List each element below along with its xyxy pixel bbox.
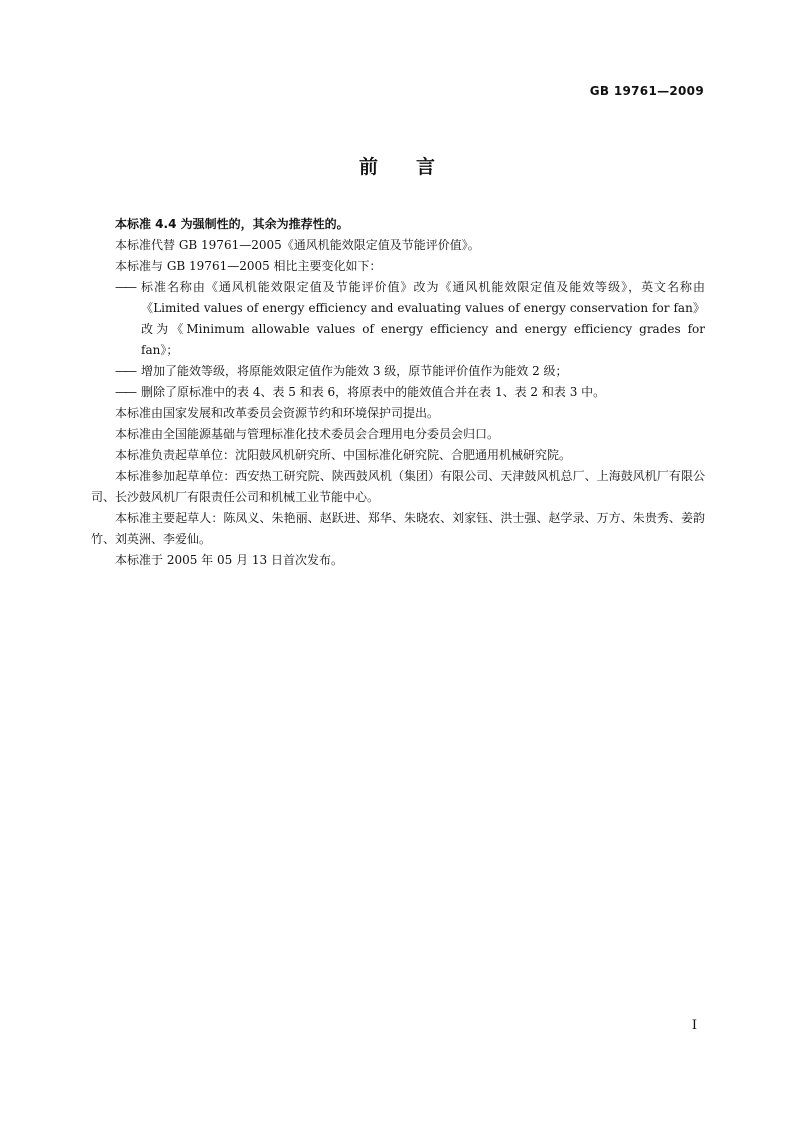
page-title: 前言 <box>358 156 473 178</box>
paragraph-drafting-unit: 本标准负责起草单位：沈阳鼓风机研究所、中国标准化研究院、合肥通用机械研究院。 <box>115 448 572 462</box>
change-item-text: 增加了能效等级，将原能效限定值作为能效 3 级，原节能评价值作为能效 2 级； <box>141 364 568 378</box>
paragraph-participating-units: 本标准参加起草单位：西安热工研究院、陕西鼓风机（集团）有限公司、天津鼓风机总厂、上海鼓风机厂有限公司、长沙鼓风机厂有限责任公司和机械工业节能中心。 <box>91 469 705 504</box>
paragraph-first-issued: 本标准于 2005 年 05 月 13 日首次发布。 <box>115 553 343 567</box>
paragraph-mandatory-clause: 本标准 4.4 为强制性的，其余为推荐性的。 <box>115 217 349 231</box>
change-item <box>91 382 705 403</box>
change-item <box>91 361 705 382</box>
standard-number: GB 19761—2009 <box>589 84 704 98</box>
paragraph-replaces: 本标准代替 GB 19761—2005《通风机能效限定值及节能评价值》。 <box>115 238 480 252</box>
foreword-body <box>91 214 705 571</box>
paragraph-centralized-by: 本标准由全国能源基础与管理标准化技术委员会合理用电分委员会归口。 <box>115 427 500 441</box>
change-item-text: 标准名称由《通风机能效限定值及节能评价值》改为《通风机能效限定值及能效等级》，英文名称由《Limited values of energy efficiency and evaluating values of energy conservation for fan》改为《Minimum allowable values of energy efficiency and energy efficiency grades for fan》； <box>141 280 705 357</box>
paragraph-changes-intro: 本标准与 GB 19761—2005 相比主要变化如下： <box>115 259 382 273</box>
dash-marker: —— <box>115 364 135 378</box>
dash-marker: —— <box>115 280 135 294</box>
paragraph-proposed-by: 本标准由国家发展和改革委员会资源节约和环境保护司提出。 <box>115 406 440 420</box>
page-number: I <box>691 1018 697 1033</box>
paragraph-main-drafters: 本标准主要起草人：陈凤义、朱艳丽、赵跃进、郑华、朱晓农、刘家钰、洪士强、赵学录、万方、朱贵秀、姜韵竹、刘英洲、李爱仙。 <box>91 511 705 546</box>
change-item-text: 删除了原标准中的表 4、表 5 和表 6，将原表中的能效值合并在表 1、表 2 和表 3 中。 <box>141 385 606 399</box>
dash-marker: —— <box>115 385 135 399</box>
change-item <box>91 277 705 361</box>
